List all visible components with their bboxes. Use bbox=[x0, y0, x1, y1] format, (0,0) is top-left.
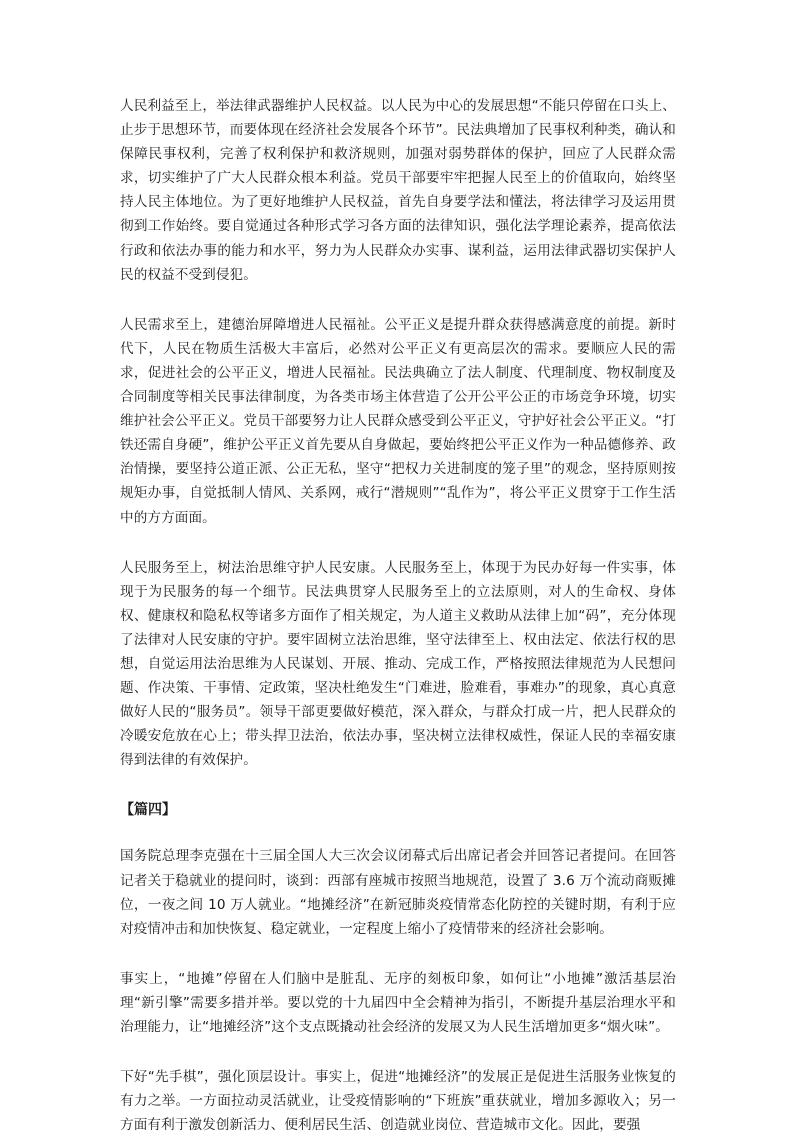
section-heading: 【篇四】 bbox=[120, 802, 176, 819]
paragraph-people-needs: 人民需求至上，建德治屏障增进人民福祉。公平正义是提升群众获得感满意度的前提。新时代下，人民在物质生活极大丰富后，必然对公平正义有更高层次的需求。要顺应人民的需求，促进社会的公平正义，增进人民福祉。民法典确立了法人制度、代理制度、物权制度及合同制度等相关民事法律制度，为各类市场主体营造了公开公平公正的市场竞争环境，切实维护社会公平正义。党员干部要努力让人民群众感受到公平正义，守护好社会公平正义。“打铁还需自身硬”，维护公平正义首先要从自身做起，要始终把公平正义作为一种品德修养、政治情操，要坚持公道正派、公正无私，坚守“把权力关进制度的笼子里”的观念，坚持原则按规矩办事，自觉抵制人情风、关系网，戒行“潜规则”“乱作为”，将公平正义贯穿于工作生活中的方方面面。 bbox=[120, 316, 676, 526]
paragraph-premier-press: 国务院总理李克强在十三届全国人大三次会议闭幕式后出席记者会并回答记者提问。在回答记者关于稳就业的提问时，谈到：西部有座城市按照当地规范，设置了 3.6 万个流动商贩摊位，一夜之间 10 万人就业。“地摊经济”在新冠肺炎疫情常态化防控的关键时期，有利于应对疫情冲击和加快恢复、稳定就业，一定程度上缩小了疫情带来的经济社会影响。 bbox=[120, 848, 676, 937]
paragraph-top-level-design: 下好“先手棋”，强化顶层设计。事实上，促进“地摊经济”的发展正是促进生活服务业恢复的有力之举。一方面拉动灵活就业，让受疫情影响的“下班族”重获就业，增加多源收入；另一方面有利于激发创新活力、便利居民生活、创造就业岗位、营造城市文化。因此，要强 bbox=[120, 1069, 676, 1134]
paragraph-people-interests: 人民利益至上，举法律武器维护人民权益。以人民为中心的发展思想“不能只停留在口头上、止步于思想环节，而要体现在经济社会发展各个环节”。民法典增加了民事权利种类，确认和保障民事权利，完善了权利保护和救济规则，加强对弱势群体的保护，回应了人民群众需求，切实维护了广大人民群众根本利益。党员干部要牢牢把握人民至上的价值取向，始终坚持人民主体地位。为了更好地维护人民权益，首先自身要学法和懂法，将法律学习及运用贯彻到工作始终。要自觉通过各种形式学习各方面的法律知识，强化法学理论素养，提高依法行政和依法办事的能力和水平，努力为人民群众办实事、谋利益，运用法律武器切实保护人民的权益不受到侵犯。 bbox=[120, 98, 676, 283]
paragraph-stall-governance: 事实上，“地摊”停留在人们脑中是脏乱、无序的刻板印象，如何让“小地摊”激活基层治理“新引擎”需要多措并举。要以党的十九届四中全会精神为指引，不断提升基层治理水平和治理能力，让“地摊经济”这个支点既撬动社会经济的发展又为人民生活增加更多“烟火味”。 bbox=[120, 970, 676, 1035]
paragraph-people-service: 人民服务至上，树法治思维守护人民安康。人民服务至上，体现于为民办好每一件实事，体现于为民服务的每一个细节。民法典贯穿人民服务至上的立法原则，对人的生命权、身体权、健康权和隐私权等诸多方面作了相关规定，为人道主义救助从法律上加“码”，充分体现了法律对人民安康的守护。要牢固树立法治思维，坚守法律至上、权由法定、依法行权的思想，自觉运用法治思维为人民谋划、开展、推动、完成工作，严格按照法律规范为人民想问题、作决策、干事情、定政策，坚决杜绝发生“门难进，脸难看，事难办”的现象，真心真意做好人民的“服务员”。领导干部更要做好模范，深入群众，与群众打成一片，把人民群众的冷暖安危放在心上；带头捍卫法治，依法办事，坚决树立法律权威性，保证人民的幸福安康得到法律的有效保护。 bbox=[120, 559, 676, 769]
